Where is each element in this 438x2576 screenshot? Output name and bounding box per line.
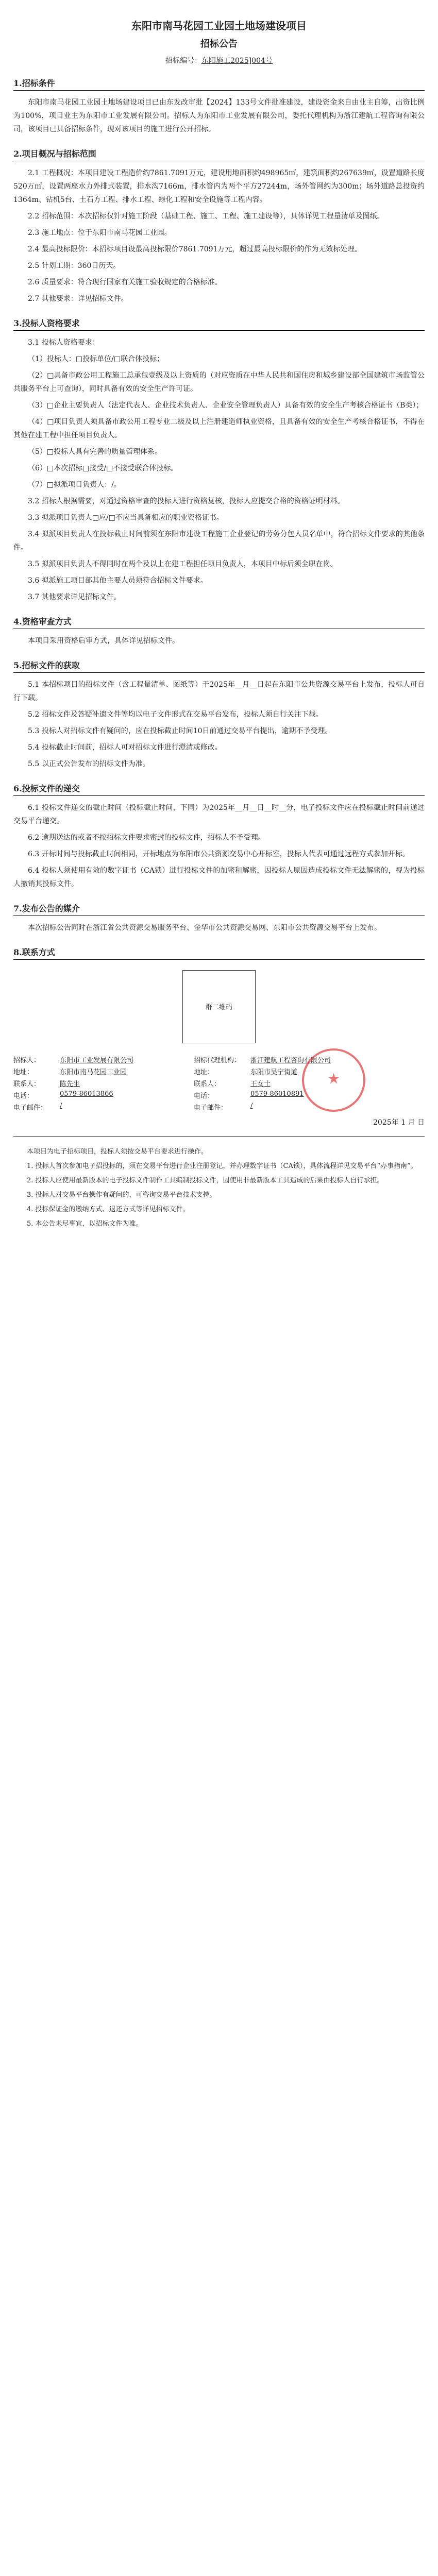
section-paragraph: 2.7 其他要求：详见招标文件。 [28, 295, 128, 303]
section-paragraph: 2.2 招标范围：本次招标仅针对施工阶段（基础工程、施工、工程、施工建设等），具体详见工程量清单及图纸。 [28, 212, 384, 221]
contact-block [13, 1054, 425, 1127]
section-paragraph: 3.4 拟派项目负责人在投标截止时间前须在东阳市建设工程施工企业登记的劳务分包人员名单中，符合招标文件要求的其他条件。 [13, 530, 425, 552]
sections [13, 77, 425, 960]
section-paragraph: 3.7 其他要求详见招标文件。 [28, 593, 121, 601]
contact-label: 联系人： [13, 1080, 41, 1088]
document [0, 0, 438, 1264]
section-paragraph: 3.1 投标人资格要求： [28, 338, 99, 347]
contact-label: 电子邮件： [194, 1104, 228, 1112]
section-paragraph: 5.2 招标文件及答疑补遗文件等均以电子文件形式在交易平台发布，投标人须自行关注下载。 [28, 710, 323, 719]
contact-row [13, 1054, 425, 1065]
contact-label: 招标人： [13, 1057, 41, 1064]
section-paragraph: 3.2 招标人根据需要，对通过资格审查的投标人进行资格复核，投标人应提交合格的资格证明材料。 [28, 497, 345, 505]
section-heading: 1.招标条件 [13, 77, 425, 91]
section-heading: 3.投标人资格要求 [13, 317, 425, 331]
section-heading: 6.投标文件的递交 [13, 782, 425, 796]
contact-label: 电话： [194, 1092, 214, 1100]
section-paragraph: （7）□拟派项目负责人：/。 [28, 481, 121, 489]
contact-label: 招标代理机构： [194, 1057, 241, 1064]
company-seal-stamp [302, 1048, 365, 1112]
contact-value: 0579-86010891 [250, 1090, 304, 1098]
section-paragraph: 5.4 投标截止时间前，招标人可对招标文件进行澄清或修改。 [28, 743, 222, 752]
contact-value: 陈先生 [60, 1080, 80, 1088]
contact-value: 东阳市工业发展有限公司 [60, 1057, 134, 1064]
bid-number-line [13, 55, 425, 65]
document-subtitle: 招标公告 [200, 39, 238, 49]
section-paragraph: 6.3 开标时间与投标截止时间相同，开标地点为东阳市公共资源交易中心开标室，投标人代表可通过远程方式参加开标。 [28, 850, 410, 858]
section-paragraph: 本次招标公告同时在浙江省公共资源交易服务平台、金华市公共资源交易网、东阳市公共资源交易平台上发布。 [28, 924, 381, 932]
contact-value: 东阳市吴宁街道 [250, 1069, 298, 1076]
section-heading: 8.联系方式 [13, 946, 425, 960]
announcement-date: 2025年 1 月 日 [373, 1118, 425, 1127]
section-paragraph: （5）□投标人具有完善的质量管理体系。 [28, 448, 162, 456]
section-paragraph: 2.3 施工地点：位于东阳市南马花园工业园。 [28, 229, 172, 237]
contact-value: / [60, 1102, 62, 1110]
footer-note: 本项目为电子招标项目，投标人须按交易平台要求进行操作。 [27, 1148, 208, 1156]
footer-notes [13, 1146, 425, 1230]
contact-value: / [250, 1102, 253, 1110]
section-paragraph: 6.4 投标人须使用有效的数字证书（CA锁）进行投标文件的加密和解密，因投标人原因造成投标文件无法解密的，视为投标人撤销其投标文件。 [13, 867, 425, 888]
section-paragraph: 5.5 以正式公告发布的招标文件为准。 [28, 760, 150, 768]
section-paragraph: （2）□具备市政公用工程施工总承包壹级及以上资质的（对应资质在中华人民共和国住房和城乡建设部全国建筑市场监管公共服务平台上可查询），同时具备有效的安全生产许可证。 [13, 371, 425, 393]
section-paragraph: 5.1 本招标项目的招标文件（含工程量清单、图纸等）于2025年__月__日起在东阳市公共资源交易平台上发布，投标人可自行下载。 [13, 681, 425, 702]
contact-row [13, 1101, 425, 1113]
contact-label: 联系人： [194, 1080, 221, 1088]
bid-number-value: 东阳施工2025]004号 [201, 57, 273, 65]
section-paragraph: （3）□企业主要负责人（法定代表人、企业技术负责人、企业安全管理负责人）具备有效的安全生产考核合格证书（B类）； [28, 401, 424, 410]
footer-note: 4. 投标保证金的缴纳方式、退还方式等详见招标文件。 [27, 1206, 190, 1213]
section-heading: 7.发布公告的媒介 [13, 902, 425, 916]
section-paragraph: 3.3 拟派项目负责人□应/□不应当具备相应的职业资格证书。 [28, 514, 224, 522]
section-heading: 4.资格审查方式 [13, 615, 425, 629]
section-heading: 5.招标文件的获取 [13, 659, 425, 673]
section-paragraph: （4）□项目负责人须具备市政公用工程专业二级及以上注册建造师执业资格，且具备有效的安全生产考核合格证书，不得在其他在建工程中担任项目负责人。 [13, 418, 425, 439]
contact-value: 王女士 [250, 1080, 271, 1088]
footer-note: 2. 投标人应使用最新版本的电子投标文件制作工具编制投标文件，因使用非最新版本工具造成的后果由投标人自行承担。 [27, 1177, 384, 1184]
footer-note: 5. 本公告未尽事宜，以招标文件为准。 [27, 1220, 143, 1228]
contact-value: 浙江建航工程咨询有限公司 [250, 1057, 331, 1064]
section-paragraph: 2.1 工程概况：本项目建设工程造价约7861.7091万元，建设用地面积约498965㎡，建筑面积约267639㎡，设置道路长度520万㎡，设置两座水力外排式装置，排水沟7166m，排水管内为两个平方27244m，场外管网约为300m；场外道路总投资约1364m、钻机5台、土石方工程、排水工程、绿化工程和安全设施等工程内容。 [13, 169, 425, 204]
contact-label: 电话： [13, 1092, 34, 1100]
section-paragraph: 2.6 质量要求：符合现行国家有关施工验收规定的合格标准。 [28, 278, 222, 286]
section-paragraph: 本项目采用资格后审方式，具体详见招标文件。 [28, 637, 179, 645]
footer-note: 1. 投标人首次参加电子招投标的，须在交易平台进行企业注册登记，并办理数字证书（CA锁），具体流程详见交易平台“办事指南”。 [27, 1162, 417, 1170]
bid-number-label: 招标编号： [165, 57, 202, 65]
section-paragraph: 2.5 计划工期：360日历天。 [28, 262, 121, 270]
document-title: 东阳市南马花园工业园土地场建设项目 [131, 20, 307, 32]
section-paragraph: 2.4 最高投标限价：本招标项目设最高投标限价7861.7091万元，超过最高投标限价的作为无效标处理。 [28, 245, 362, 253]
contact-label: 地址： [194, 1069, 214, 1076]
contact-label: 电子邮件： [13, 1104, 47, 1112]
section-paragraph: 东阳市南马花园工业园土地场建设项目已由东发改审批【2024】133号文件批准建设，建设资金来自由业主自筹，出资比例为100%，项目业主为东阳市工业发展有限公司。招标人为东阳市工业发展有限公司，委托代理机构为浙江建航工程咨询有限公司，该项目已具备招标条件，现对该项目的施工进行公开招标。 [13, 98, 425, 133]
section-paragraph: （6）□本次招标□接受/□不接受联合体投标。 [28, 464, 178, 472]
contact-value: 0579-86013866 [60, 1090, 113, 1098]
qr-code [182, 970, 256, 1043]
qr-caption: 群二维码 [205, 1004, 232, 1011]
section-paragraph: （1）投标人：□投标单位/□联合体投标； [28, 355, 164, 363]
contact-value: 东阳市南马花园工业园 [60, 1069, 127, 1076]
footer-note: 3. 投标人对交易平台操作有疑问的，可咨询交易平台技术支持。 [27, 1191, 216, 1199]
section-paragraph: 6.2 逾期送达的或者不按招标文件要求密封的投标文件，招标人不予受理。 [28, 834, 265, 842]
contact-label: 地址： [13, 1069, 34, 1076]
section-heading: 2.项目概况与招标范围 [13, 147, 425, 161]
section-paragraph: 5.3 投标人对招标文件有疑问的，应在投标截止时间10日前通过交易平台提出，逾期不予受理。 [28, 727, 332, 735]
section-paragraph: 6.1 投标文件递交的截止时间（投标截止时间，下同）为2025年__月__日__时__分，电子投标文件应在投标截止时间前通过交易平台递交。 [13, 804, 425, 825]
section-paragraph: 3.6 拟派施工项目部其他主要人员须符合招标文件要求。 [28, 577, 208, 585]
section-paragraph: 3.5 拟派项目负责人不得同时在两个及以上在建工程担任项目负责人，本项目中标后须全职在岗。 [28, 560, 338, 568]
